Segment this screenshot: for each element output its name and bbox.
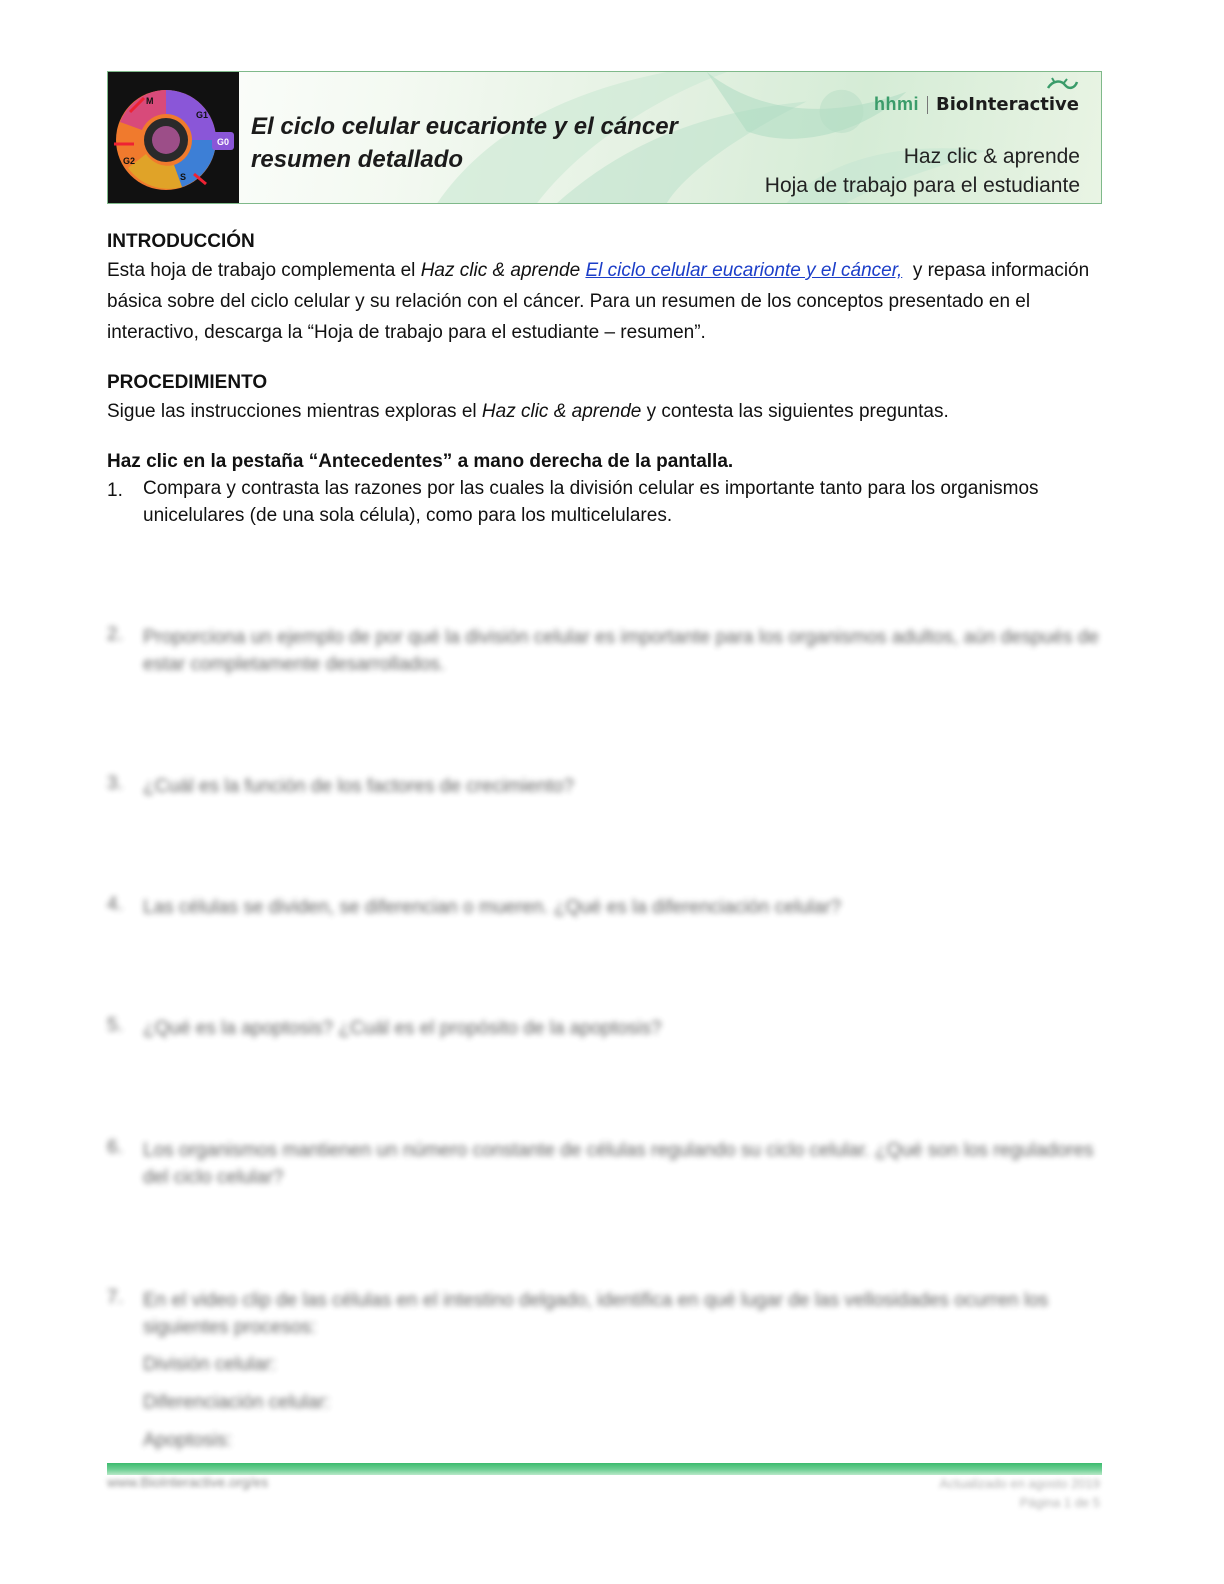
question-text: Compara y contrasta las razones por las cuales la división celular es importante tanto para los organismos unicelulares (de una sola célula), como para los multicelulares. bbox=[143, 478, 1039, 526]
intro-text-a: Esta hoja de trabajo complementa el bbox=[107, 260, 421, 281]
question-2 bbox=[107, 624, 1102, 678]
section-instruction: Haz clic en la pestaña “Antecedentes” a mano derecha de la pantalla. bbox=[107, 451, 734, 472]
question-number: 2. bbox=[107, 624, 123, 645]
footer-website: www.BioInteractive.org/es bbox=[107, 1474, 269, 1490]
intro-paragraph bbox=[107, 255, 1102, 348]
cycle-label-m: M bbox=[146, 96, 154, 106]
question-4 bbox=[107, 894, 1102, 921]
question-number: 6. bbox=[107, 1137, 123, 1158]
procedure-heading: PROCEDIMIENTO bbox=[107, 372, 268, 393]
banner-subtitle bbox=[765, 142, 1080, 200]
question-text: Proporciona un ejemplo de por qué la división celular es importante para los organismos adultos, aún después de estar completamente desarrollados. bbox=[143, 627, 1099, 675]
question-5 bbox=[107, 1015, 1102, 1042]
question-text: En el video clip de las células en el intestino delgado, identifica en qué lugar de las vellosidades ocurren los siguientes procesos: bbox=[143, 1290, 1049, 1338]
intro-heading: INTRODUCCIÓN bbox=[107, 231, 255, 252]
procedure-text-a: Sigue las instrucciones mientras exploras el bbox=[107, 401, 482, 422]
q7-option-differentiation: Diferenciación celular: bbox=[143, 1392, 330, 1413]
question-1 bbox=[107, 475, 1102, 529]
question-text: ¿Cuál es la función de los factores de crecimiento? bbox=[143, 776, 574, 797]
question-number: 1. bbox=[107, 480, 123, 501]
title-line-1: El ciclo celular eucarionte y el cáncer bbox=[251, 113, 678, 140]
document-title bbox=[251, 110, 678, 176]
intro-text-b: y repasa información básica sobre del ciclo celular y su relación con el cáncer. Para un resumen de los conceptos presentado en el interactivo, descarga la “Hoja de trabajo para el estudiante – resumen”. bbox=[107, 260, 1090, 343]
interactive-link[interactable]: El ciclo celular eucarionte y el cáncer, bbox=[585, 260, 903, 281]
brand-hhmi: hhmi bbox=[874, 94, 919, 114]
subtitle-line-2: Hoja de trabajo para el estudiante bbox=[764, 174, 1080, 197]
question-6 bbox=[107, 1137, 1102, 1191]
question-text: Los organismos mantienen un número constante de células regulando su ciclo celular. ¿Qué son los reguladores del ciclo celular? bbox=[143, 1140, 1094, 1188]
worksheet-body bbox=[107, 229, 1102, 529]
cycle-label-g0: G0 bbox=[217, 137, 230, 147]
question-3 bbox=[107, 773, 1102, 800]
procedure-text-italic: Haz clic & aprende bbox=[481, 401, 642, 422]
q7-option-division: División celular: bbox=[143, 1354, 277, 1375]
cycle-label-g1: G1 bbox=[196, 110, 209, 120]
question-text: Las células se dividen, se diferencian o mueren. ¿Qué es la diferenciación celular? bbox=[143, 897, 842, 918]
procedure-paragraph bbox=[107, 396, 1102, 427]
footer-page-number: Página 1 de 5 bbox=[1019, 1495, 1100, 1510]
title-line-2: resumen detallado bbox=[251, 146, 464, 173]
cycle-label-g2: G2 bbox=[123, 156, 136, 166]
footer-meta bbox=[940, 1474, 1100, 1512]
cell-cycle-logo bbox=[108, 72, 239, 203]
question-number: 7. bbox=[107, 1287, 123, 1308]
header-banner bbox=[107, 71, 1102, 204]
brand-separator bbox=[927, 96, 928, 114]
question-number: 5. bbox=[107, 1015, 123, 1036]
intro-text-italic: Haz clic & aprende bbox=[420, 260, 581, 281]
subtitle-line-1: Haz clic & aprende bbox=[903, 145, 1080, 168]
question-number: 3. bbox=[107, 773, 123, 794]
procedure-text-b: y contesta las siguientes preguntas. bbox=[641, 401, 949, 422]
question-text: ¿Qué es la apoptosis? ¿Cuál es el propósito de la apoptosis? bbox=[143, 1018, 662, 1039]
brand-biointeractive: BioInteractive bbox=[936, 94, 1079, 115]
footer-updated: Actualizado en agosto 2019 bbox=[939, 1476, 1100, 1491]
question-7 bbox=[107, 1287, 1102, 1454]
question-number: 4. bbox=[107, 894, 123, 915]
brand-logo bbox=[874, 94, 1079, 115]
cycle-label-s: S bbox=[180, 172, 187, 182]
q7-option-apoptosis: Apoptosis: bbox=[143, 1430, 232, 1451]
biointeractive-lizard-icon bbox=[1045, 76, 1079, 96]
